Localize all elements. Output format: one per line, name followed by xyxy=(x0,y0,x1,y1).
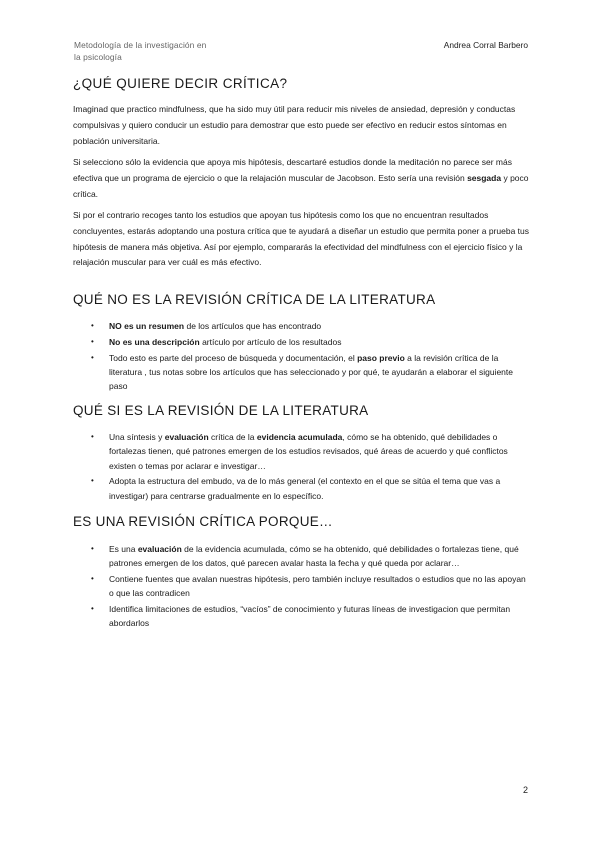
list-item-text: Adopta la estructura del embudo, va de lo más general (el contexto en el que se sitúa el tema que vas a investigar) para centrarse gradualmente en lo específico. xyxy=(109,476,501,501)
emphasis-evidencia-acumulada: evidencia acumulada xyxy=(256,432,343,442)
list-item xyxy=(0,572,529,601)
emphasis-evaluacion: evaluación xyxy=(164,432,209,442)
list-item-text: Contiene fuentes que avalan nuestras hipótesis, pero también incluye resultados o estudios que no las apoyan o que las contradicen xyxy=(109,574,526,599)
list-item-text: , cómo se ha obtenido, qué debilidades o fortalezas tienen, qué patrones emergen de los estudios revisados, qué áreas de acuerdo y qué conflictos existen o temas por aclarar e investigar… xyxy=(109,432,508,471)
paragraph-mindfulness-example: Imaginad que practico mindfulness, que ha sido muy útil para reducir mis niveles de ansiedad, depresión y conductas compulsivas y quiero conducir un estudio para demostrar que esto puede ser efectivo en reducir estos síntomas en población universitaria. xyxy=(73,104,516,146)
bullet-icon: • xyxy=(91,574,94,584)
bullet-icon: • xyxy=(91,336,94,346)
paragraph-biased-review-end: y poco crítica. xyxy=(73,172,529,199)
list-item xyxy=(0,430,529,473)
emphasis-sesgada: sesgada xyxy=(467,172,502,183)
bullet-icon: • xyxy=(91,544,94,553)
list-item-text: Todo esto es parte del proceso de búsqueda y documentación, el xyxy=(109,352,358,363)
emphasis-descripcion: No es una descripción xyxy=(109,336,200,347)
emphasis-paso-previo: paso previo xyxy=(357,352,405,363)
emphasis-resumen: NO es un resumen xyxy=(109,321,185,331)
list-item xyxy=(0,335,529,349)
paragraph-critical-stance: Si por el contrario recoges tanto los estudios que apoyan tus hipótesis como los que no encuentran resultados concluyentes, estarás adoptando una postura crítica que te ayudará a diseñar un estudio que permita poner a prueba tus hipótesis de manera más objetiva. Así por ejemplo, compararás la efectividad del mindfulness con el ejercicio físico y la relajación muscular para ver cuál es más efectivo. xyxy=(73,210,529,268)
list-item-text: de la evidencia acumulada, cómo se ha obtenido, qué debilidades o fortalezas tiene, qué patrones emergen de los datos, qué parecen avalar hasta la fecha y qué queda por aclarar… xyxy=(109,544,519,569)
list-item-text: de los artículos que has encontrado xyxy=(184,321,322,331)
bullet-icon: • xyxy=(91,352,94,362)
list-item-text: a la revisión crítica de la literatura , tus notas sobre los artículos que has seleccionado y por qué, te ayudarán a elaborar el siguiente paso xyxy=(109,352,513,392)
paragraph-biased-review-text: Si selecciono sólo la evidencia que apoya mis hipótesis, descartaré estudios donde la meditación no parece ser más efectiva que un programa de ejercicio o que la relajación muscular de Jacobson. Esto sería una revisión xyxy=(73,157,512,183)
section-title-que-si-es: QUÉ SI ES LA REVISIÓN DE LA LITERATURA xyxy=(73,403,369,418)
section-title-que-quiere-decir-critica: ¿QUÉ QUIERE DECIR CRÍTICA? xyxy=(73,76,288,91)
list-item-text: Una síntesis y xyxy=(109,432,165,442)
paragraph-biased-review xyxy=(73,155,529,202)
bullet-icon: • xyxy=(91,432,94,441)
emphasis-evaluacion: evaluación xyxy=(137,544,182,554)
header-author: Andrea Corral Barbero xyxy=(443,40,528,50)
list-item-text: crítica de la xyxy=(208,432,257,442)
list-item xyxy=(0,319,529,333)
section-title-es-una-revision-critica: ES UNA REVISIÓN CRÍTICA PORQUE… xyxy=(73,514,333,529)
header-course-title xyxy=(74,39,206,63)
header-course-line2: la psicología xyxy=(74,52,122,62)
list-item xyxy=(0,602,529,631)
page-number: 2 xyxy=(522,785,528,795)
section-title-que-no-es: QUÉ NO ES LA REVISIÓN CRÍTICA DE LA LITERATURA xyxy=(73,292,436,307)
list-item xyxy=(0,351,529,394)
list-item xyxy=(0,474,529,503)
bullet-icon: • xyxy=(91,321,94,330)
list-item-text: Identifica limitaciones de estudios, “vacíos” de conocimiento y futuras líneas de investigacion que permitan abordarlos xyxy=(109,604,511,629)
bullet-icon: • xyxy=(91,604,94,614)
list-item xyxy=(0,542,529,571)
list-item-text: Es una xyxy=(109,544,138,554)
list-item-text: artículo por artículo de los resultados xyxy=(199,336,342,347)
list-es-critica-porque xyxy=(0,542,529,632)
header-course-line1: Metodología de la investigación en xyxy=(74,40,207,50)
list-que-no-es xyxy=(0,319,529,395)
bullet-icon: • xyxy=(91,476,94,486)
list-que-si-es xyxy=(0,430,529,504)
